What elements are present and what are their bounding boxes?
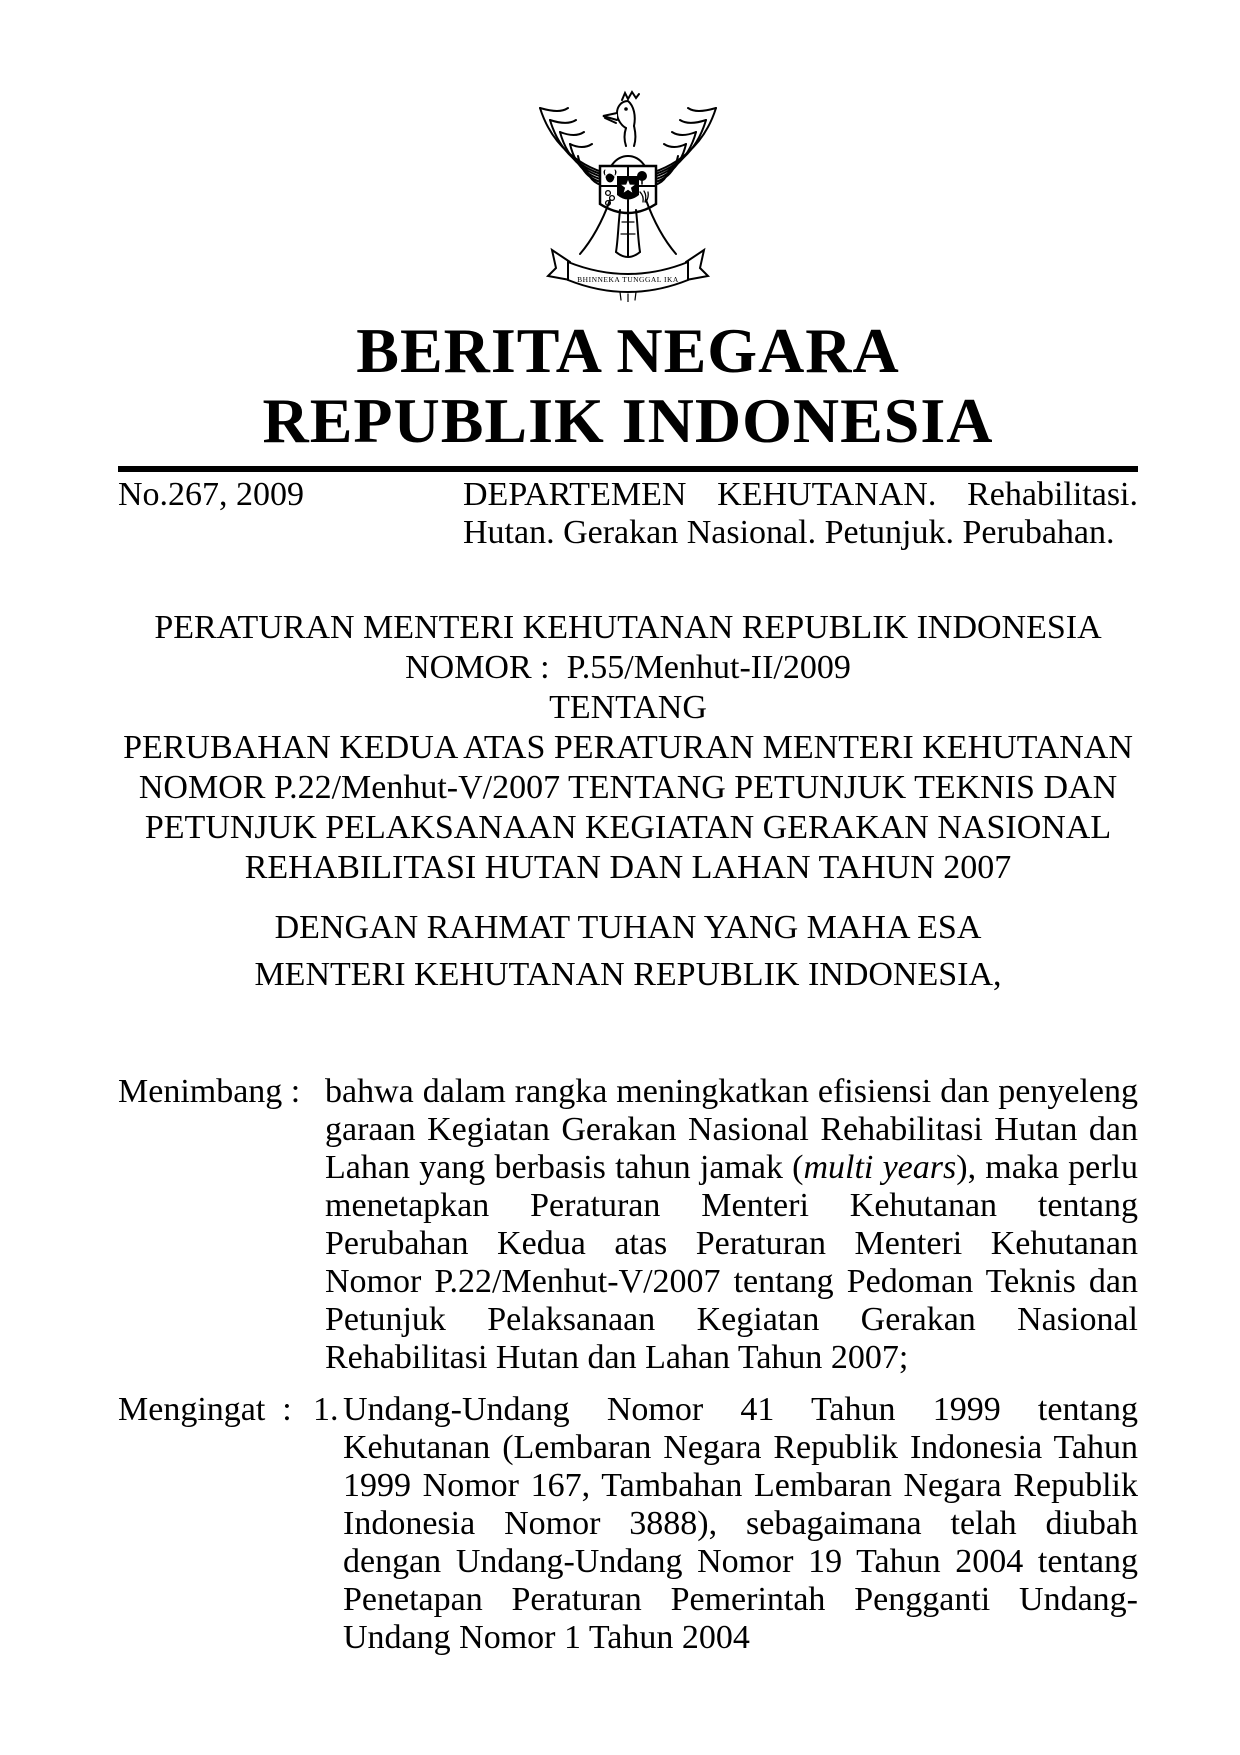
regulation-title-line: PERATURAN MENTERI KEHUTANAN REPUBLIK INDONESIA [154, 609, 1102, 646]
citing-item-paragraph: Undang-Undang Nomor 41 Tahun 1999 tentang Kehutanan (Lembaran Negara Republik Indonesia Tahun 1999 Nomor 167, Tambahan Lembaran Negara Republik Indonesia Nomor 3888), sebagaimana telah diubah dengan Undang-Undang Nomor 19 Tahun 2004 tentang Penetapan Peraturan Pemerintah Pengganti Undang-Undang Nomor 1 Tahun 2004 [343, 1391, 1138, 1656]
considering-italic-text: multi years [803, 1149, 957, 1186]
regulation-number-line: NOMOR : P.55/Menhut-II/2009 [405, 649, 851, 686]
subject-index: DEPARTEMEN KEHUTANAN. Rehabilitasi. Hutan. Gerakan Nasional. Petunjuk. Perubahan. [463, 476, 1138, 551]
tail-feathers [616, 210, 640, 257]
emblem-container [118, 82, 1138, 302]
regulation-subject-line: PERUBAHAN KEDUA ATAS PERATURAN MENTERI KEHUTANAN [123, 729, 1133, 766]
considering-text-1: bahwa dalam rangka meningkatkan efisiensi dan penyeleng garaan Kegiatan Gerakan Nasional Rehabilitasi Hutan dan Lahan yang berbasis tahun jamak ( [325, 1073, 1138, 1186]
tree-icon [637, 171, 647, 181]
regulation-subject-line: PETUNJUK PELAKSANAAN KEGIATAN GERAKAN NASIONAL [144, 809, 1112, 846]
pancasila-shield [600, 166, 656, 215]
eagle-head [603, 92, 639, 146]
regulation-tentang-line: TENTANG [549, 689, 707, 726]
considering-label: Menimbang : [118, 1073, 301, 1110]
considering-text-2: ), maka perlu menetapkan Peraturan Menteri Kehutanan tentang Perubahan Kedua atas Peraturan Menteri Kehutanan Nomor P.22/Menhut-V/2007 tentang Pedoman Teknis dan Petunjuk Pelaksanaan Kegiatan Gerakan Nasional Rehabilitasi Hutan dan Lahan Tahun 2007; [325, 1149, 1138, 1376]
garuda-pancasila-emblem [528, 82, 728, 302]
considering-clause [118, 1073, 1138, 1377]
citing-item-number: 1. [313, 1391, 339, 1428]
considering-paragraph [325, 1073, 1138, 1377]
regulation-subject-line: NOMOR P.22/Menhut-V/2007 TENTANG PETUNJUK TEKNIS DAN [138, 769, 1118, 806]
citing-clause [118, 1391, 1138, 1657]
gazette-masthead [118, 316, 1138, 456]
masthead-divider-rule [118, 466, 1138, 472]
invocation-line: DENGAN RAHMAT TUHAN YANG MAHA ESA [274, 909, 982, 946]
issue-number: No.267, 2009 [118, 476, 305, 513]
regulation-subject-line: REHABILITASI HUTAN DAN LAHAN TAHUN 2007 [244, 849, 1012, 886]
motto-text: BHINNEKA TUNGGAL IKA [577, 275, 679, 284]
gazette-header-row [118, 476, 1138, 552]
citing-label: Mengingat : [118, 1391, 292, 1428]
regulation-title-block [118, 608, 1138, 888]
authority-line: MENTERI KEHUTANAN REPUBLIK INDONESIA, [254, 956, 1002, 993]
masthead-line-1: BERITA NEGARA [356, 315, 900, 386]
masthead-line-2: REPUBLIK INDONESIA [262, 385, 994, 456]
